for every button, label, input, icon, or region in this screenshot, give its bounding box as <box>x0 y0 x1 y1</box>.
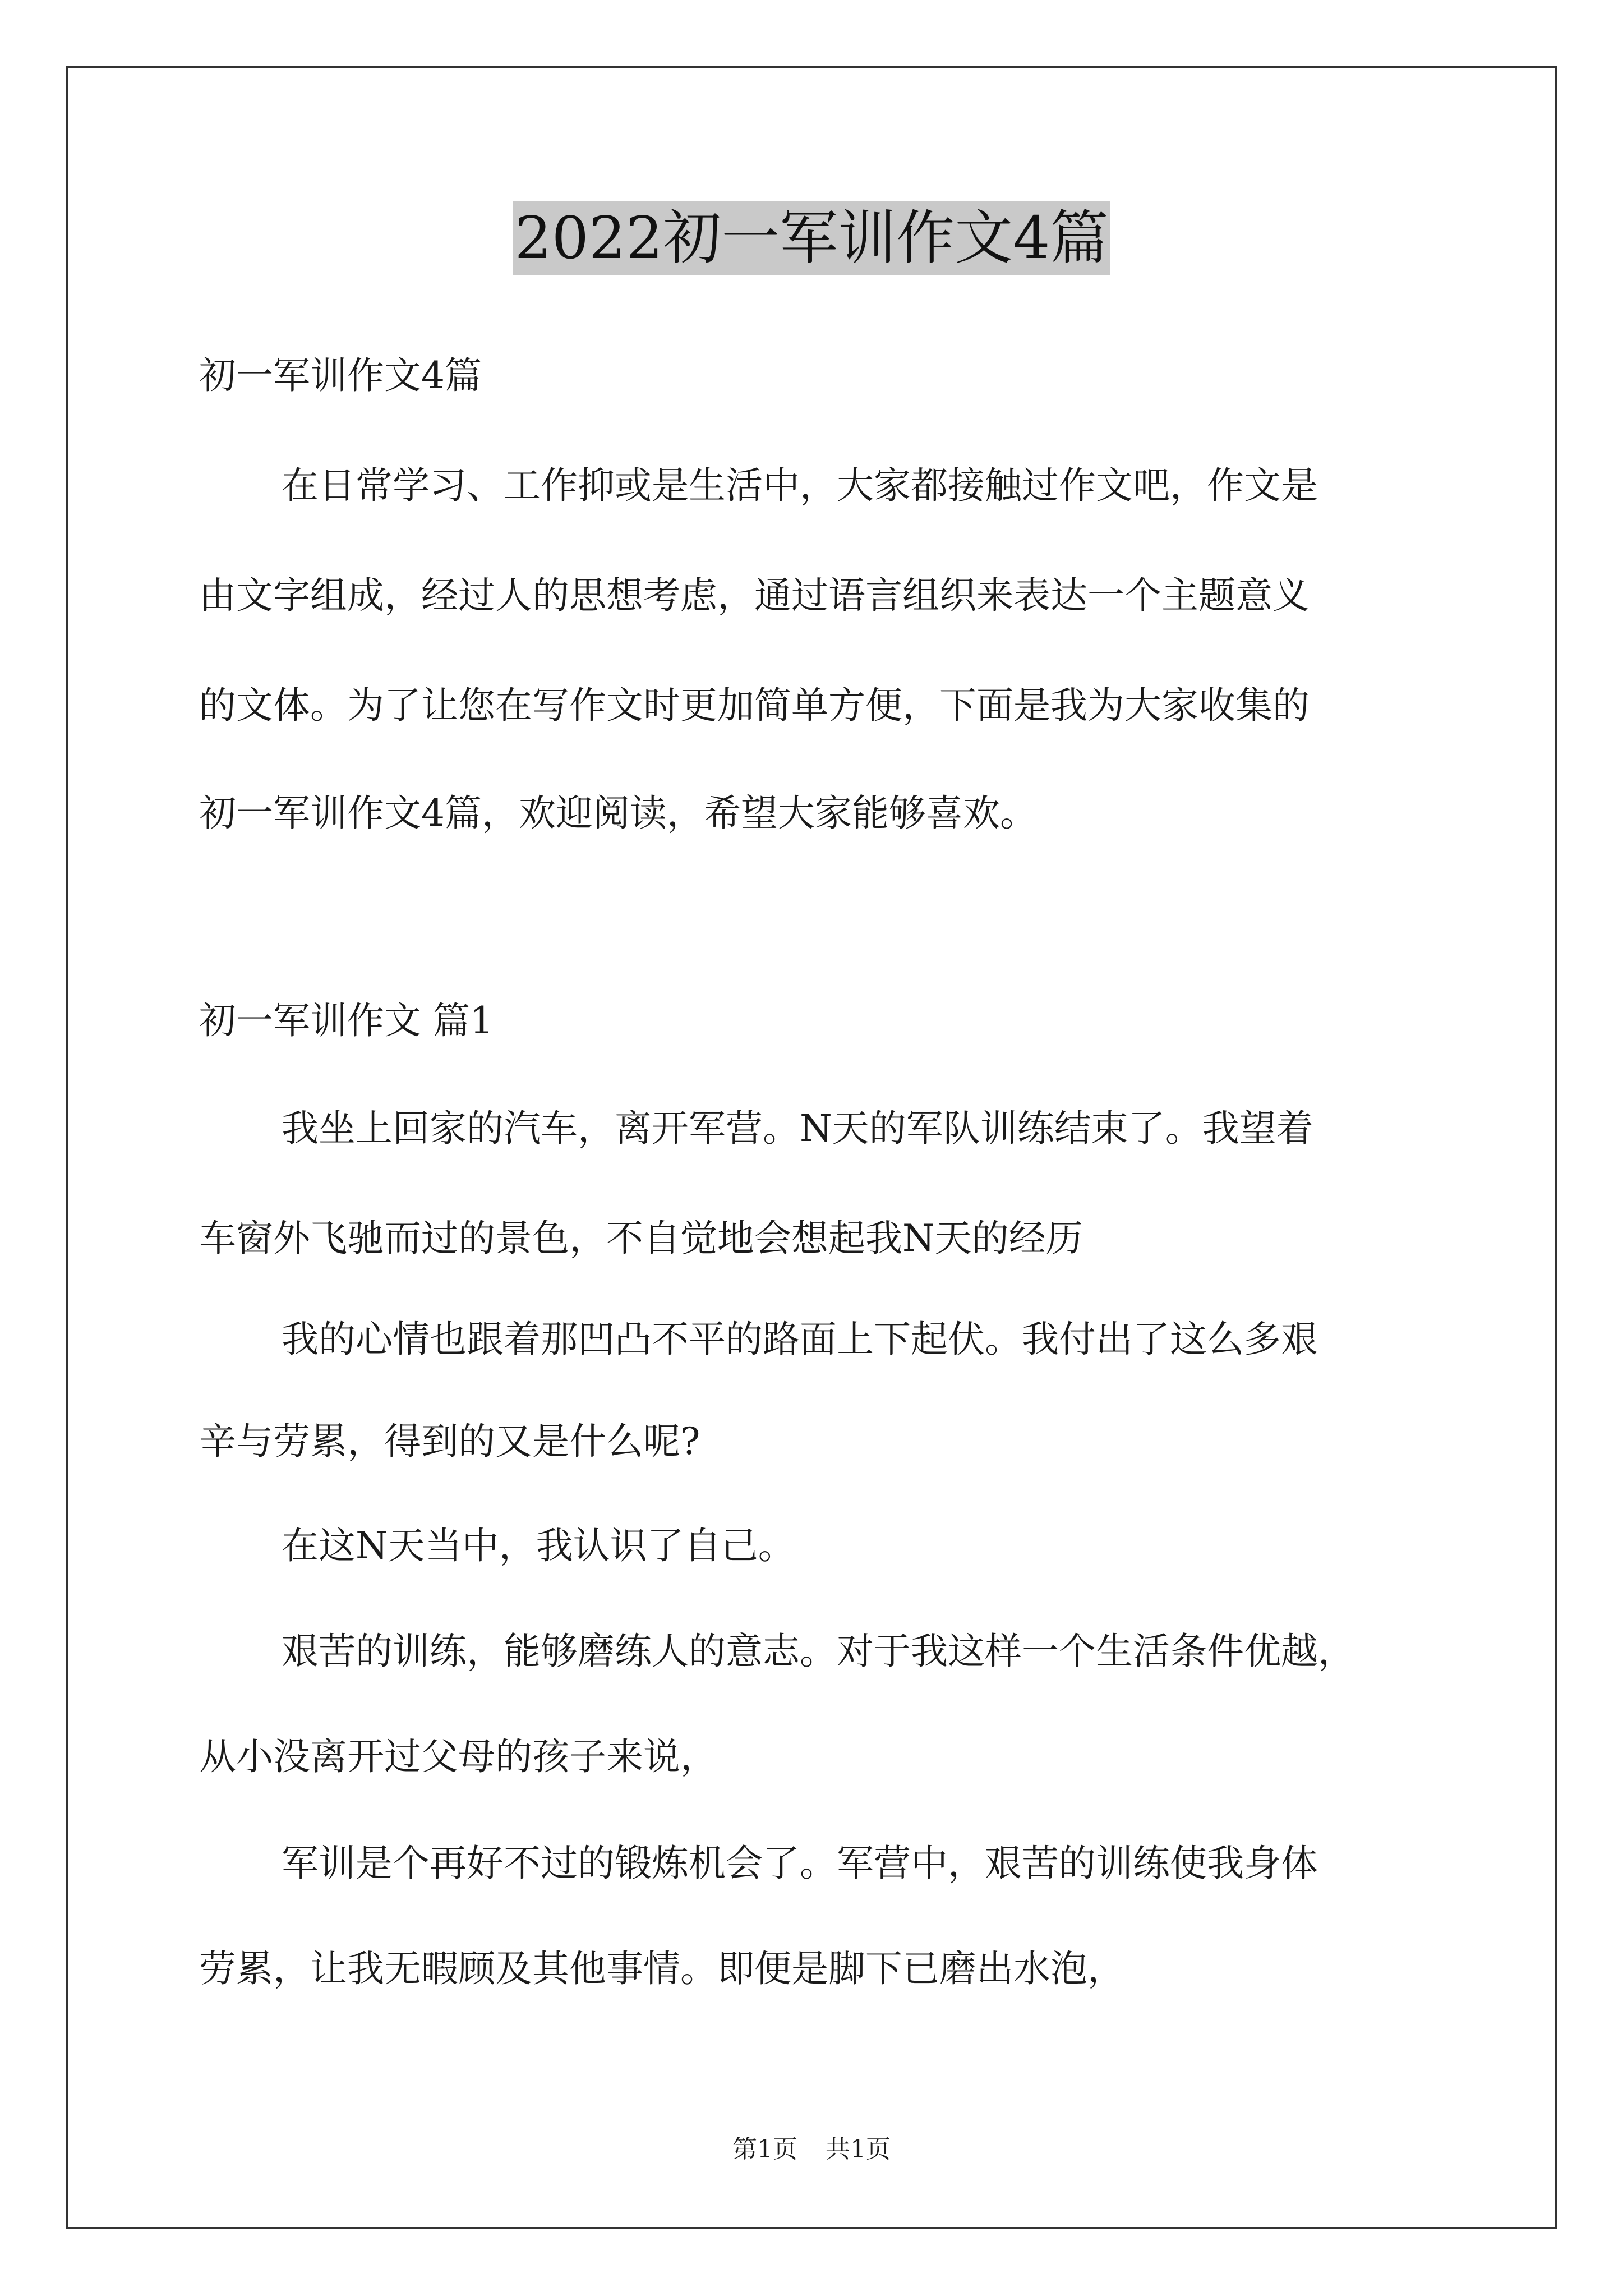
title-container <box>0 201 1623 275</box>
body-line-7: 从小没离开过父母的孩子来说， <box>199 1735 717 1778</box>
body-line-4: 辛与劳累，得到的又是什么呢? <box>199 1420 700 1463</box>
subtitle-line: 初一军训作文4篇 <box>199 354 482 397</box>
body-line-6: 艰苦的训练，能够磨练人的意志。对于我这样一个生活条件优越， <box>282 1630 1355 1673</box>
section-heading-1: 初一军训作文 篇1 <box>199 999 494 1042</box>
page-total: 共1页 <box>826 2135 891 2164</box>
body-line-2: 车窗外飞驰而过的景色，不自觉地会想起我N天的经历 <box>199 1217 1083 1260</box>
intro-line-2: 由文字组成，经过人的思想考虑，通过语言组织来表达一个主题意义 <box>199 574 1310 617</box>
intro-line-1: 在日常学习、工作抑或是生活中，大家都接触过作文吧，作文是 <box>282 464 1318 507</box>
page-number: 第1页 <box>732 2135 797 2164</box>
body-line-3: 我的心情也跟着那凹凸不平的路面上下起伏。我付出了这么多艰 <box>282 1318 1318 1361</box>
intro-line-3: 的文体。为了让您在写作文时更加简单方便，下面是我为大家收集的 <box>199 684 1310 727</box>
body-line-1: 我坐上回家的汽车，离开军营。N天的军队训练结束了。我望着 <box>282 1107 1313 1150</box>
body-line-9: 劳累，让我无暇顾及其他事情。即便是脚下已磨出水泡， <box>199 1947 1124 1990</box>
page-footer <box>0 2134 1623 2165</box>
body-line-8: 军训是个再好不过的锻炼机会了。军营中，艰苦的训练使我身体 <box>282 1842 1318 1885</box>
intro-line-4: 初一军训作文4篇，欢迎阅读，希望大家能够喜欢。 <box>199 792 1037 835</box>
body-line-5: 在这N天当中，我认识了自己。 <box>282 1524 795 1567</box>
document-title: 2022初一军训作文4篇 <box>513 201 1111 275</box>
